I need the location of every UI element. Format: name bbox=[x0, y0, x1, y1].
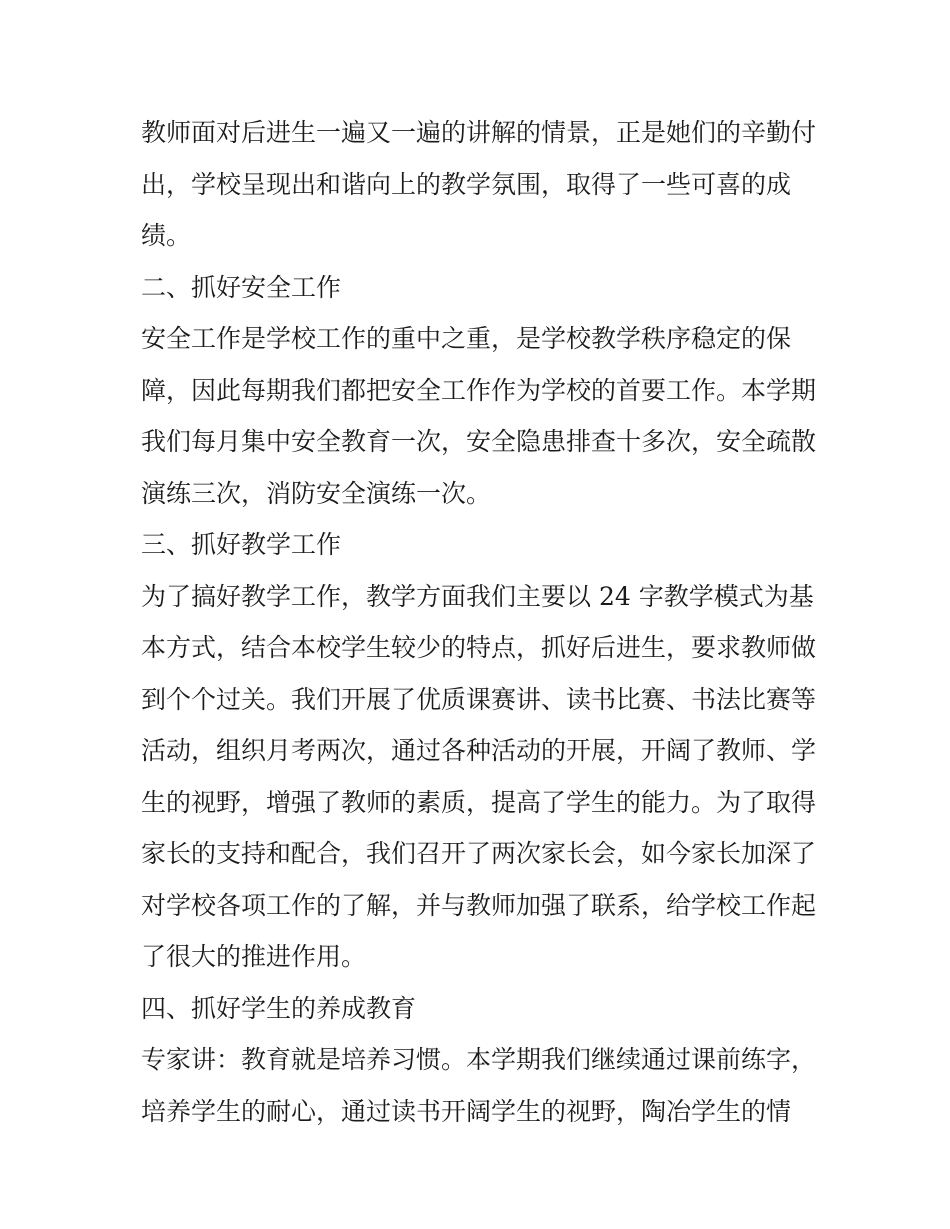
paragraph-line: 安全工作是学校工作的重中之重，是学校教学秩序稳定的保 bbox=[141, 324, 792, 353]
paragraph-line: 家长的支持和配合，我们召开了两次家长会，如今家长加深了 bbox=[141, 839, 817, 868]
section-heading-habits: 四、抓好学生的养成教育 bbox=[141, 993, 417, 1023]
paragraph-line: 绩。 bbox=[141, 221, 192, 250]
paragraph-line: 本方式，结合本校学生较少的特点，抓好后进生，要求教师做 bbox=[141, 633, 817, 662]
paragraph-line: 活动，组织月考两次，通过各种活动的开展，开阔了教师、学 bbox=[141, 736, 817, 765]
section-heading-teaching: 三、抓好教学工作 bbox=[141, 530, 342, 559]
paragraph-line: 为了搞好教学工作，教学方面我们主要以 24 字教学模式为基 bbox=[141, 581, 814, 611]
paragraph-line: 培养学生的耐心，通过读书开阔学生的视野，陶冶学生的情 bbox=[141, 1096, 792, 1126]
paragraph-line: 我们每月集中安全教育一次，安全隐患排查十多次，安全疏散 bbox=[141, 427, 817, 456]
paragraph-line: 演练三次，消防安全演练一次。 bbox=[141, 478, 492, 508]
paragraph-line: 对学校各项工作的了解，并与教师加强了联系，给学校工作起 bbox=[141, 890, 817, 920]
paragraph-line: 教师面对后进生一遍又一遍的讲解的情景，正是她们的辛勤付 bbox=[141, 118, 817, 147]
paragraph-line: 到个个过关。我们开展了优质课赛讲、读书比赛、书法比赛等 bbox=[141, 684, 817, 714]
paragraph-line: 了很大的推进作用。 bbox=[141, 942, 367, 971]
paragraph-line: 出，学校呈现出和谐向上的教学氛围，取得了一些可喜的成 bbox=[141, 169, 792, 199]
document-body bbox=[141, 107, 821, 1137]
paragraph-line: 生的视野，增强了教师的素质，提高了学生的能力。为了取得 bbox=[141, 787, 817, 817]
paragraph-line: 专家讲：教育就是培养习惯。本学期我们继续通过课前练字， bbox=[141, 1045, 817, 1074]
paragraph-line: 障，因此每期我们都把安全工作作为学校的首要工作。本学期 bbox=[141, 375, 817, 405]
section-heading-safety: 二、抓好安全工作 bbox=[141, 272, 342, 302]
